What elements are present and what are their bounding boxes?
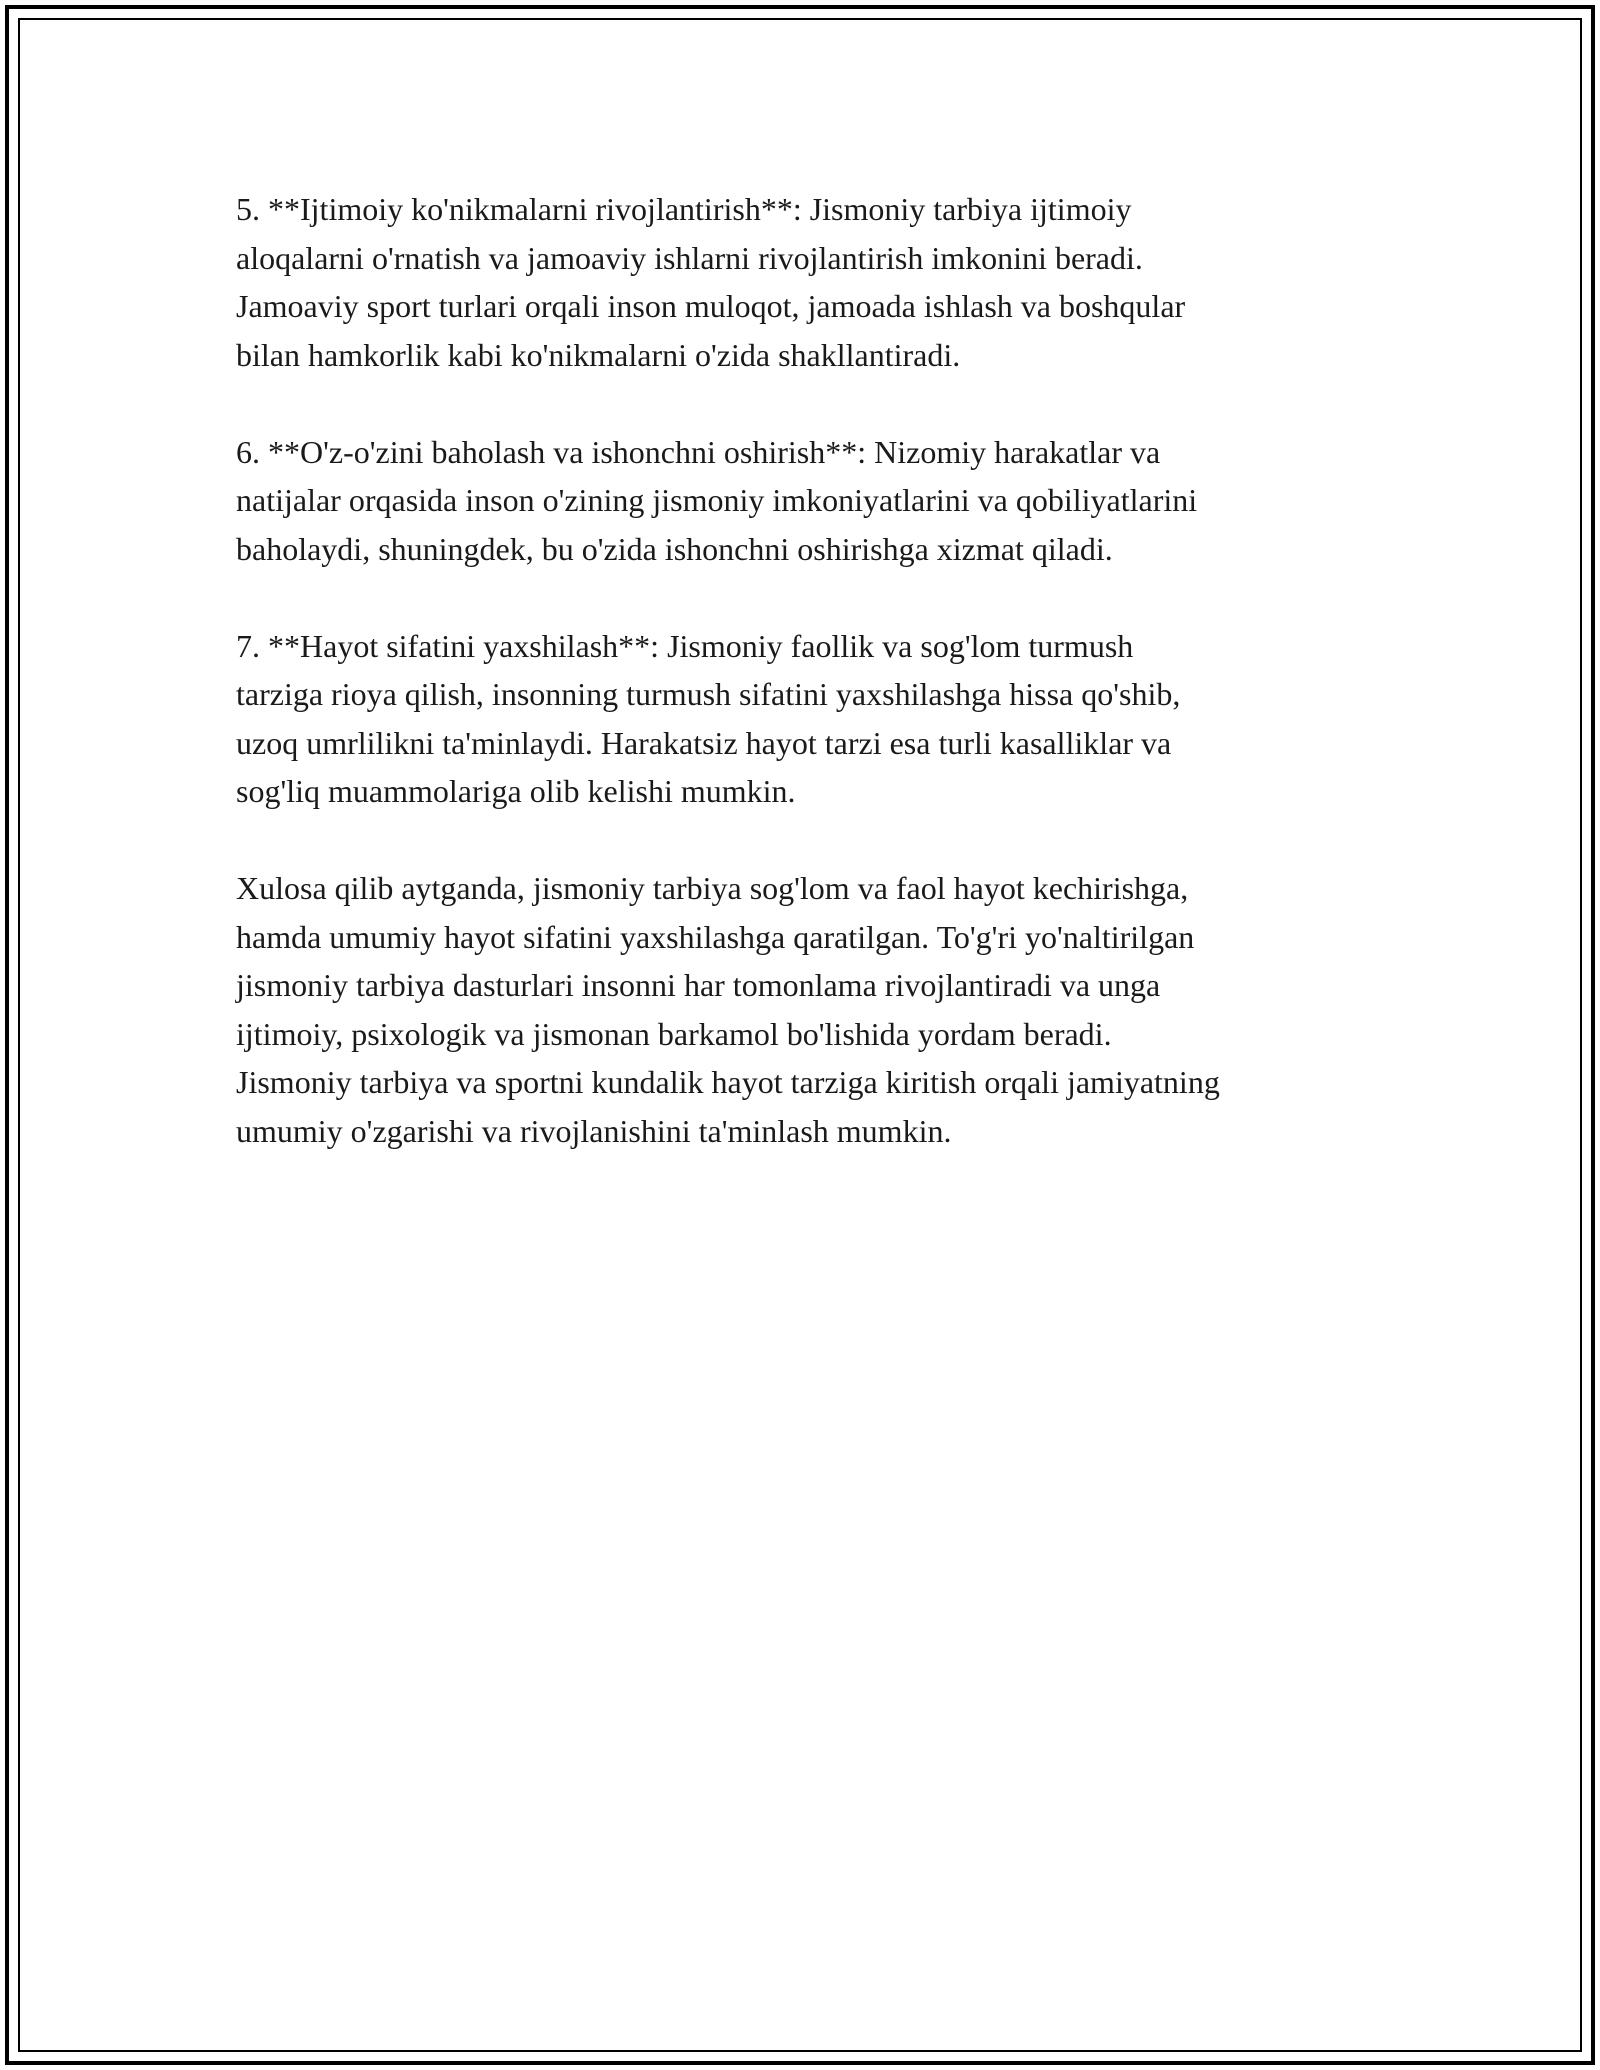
text-line: tarziga rioya qilish, insonning turmush sifatini yaxshilashga hissa qo'shib, — [236, 676, 1181, 712]
text-line: 6. **O'z-o'zini baholash va ishonchni oshirish**: Nizomiy harakatlar va — [236, 433, 1161, 470]
text-line: umumiy o'zgarishi va rivojlanishini ta'minlash mumkin. — [236, 1112, 952, 1149]
text-line: aloqalarni o'rnatish va jamoaviy ishlarni rivojlantirish imkonini beradi. — [236, 239, 1143, 276]
paragraph-conclusion — [236, 864, 1396, 1155]
text-line: Xulosa qilib aytganda, jismoniy tarbiya sog'lom va faol hayot kechirishga, — [236, 870, 1189, 906]
text-line: hamda umumiy hayot sifatini yaxshilashga qaratilgan. To'g'ri yo'naltirilgan — [236, 918, 1195, 955]
text-line: 5. **Ijtimoiy ko'nikmalarni rivojlantirish**: Jismoniy tarbiya ijtimoiy — [236, 191, 1132, 227]
text-line: natijalar orqasida inson o'zining jismoniy imkoniyatlarini va qobiliyatlarini — [236, 482, 1198, 518]
text-line: bilan hamkorlik kabi ko'nikmalarni o'zida shakllantiradi. — [236, 336, 961, 373]
paragraph-social-skills — [236, 185, 1396, 379]
text-line: baholaydi, shuningdek, bu o'zida ishonchni oshirishga xizmat qiladi. — [236, 530, 1113, 567]
text-line: sog'liq muammolariga olib kelishi mumkin. — [236, 773, 796, 809]
text-line: 7. **Hayot sifatini yaxshilash**: Jismoniy faollik va sog'lom turmush — [236, 627, 1134, 664]
text-line: ijtimoiy, psixologik va jismonan barkamol bo'lishida yordam beradi. — [236, 1015, 1112, 1052]
text-line: Jismoniy tarbiya va sportni kundalik hayot tarziga kiritish orqali jamiyatning — [236, 1064, 1220, 1100]
text-line: uzoq umrlilikni ta'minlaydi. Harakatsiz hayot tarzi esa turli kasalliklar va — [236, 724, 1172, 761]
document-body — [236, 185, 1396, 1204]
paragraph-self-assessment — [236, 428, 1396, 574]
text-line: Jamoaviy sport turlari orqali inson muloqot, jamoada ishlash va boshqular — [236, 288, 1186, 324]
paragraph-quality-of-life — [236, 622, 1396, 816]
text-line: jismoniy tarbiya dasturlari insonni har tomonlama rivojlantiradi va unga — [236, 967, 1161, 1003]
